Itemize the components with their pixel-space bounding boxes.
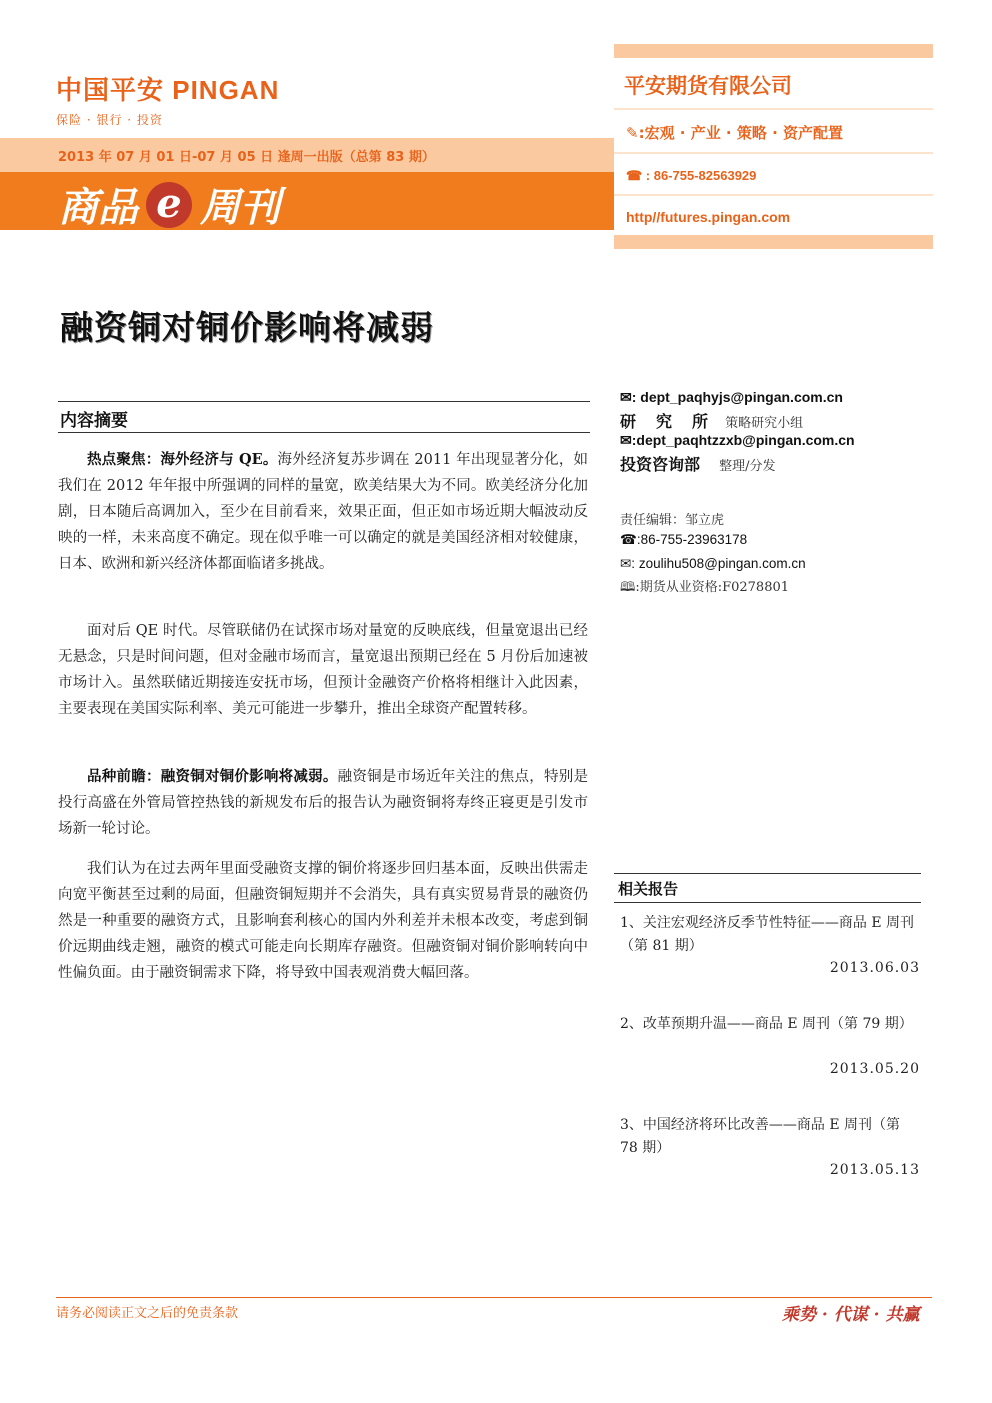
- publication-title: [58, 176, 280, 233]
- company-phone: ☎ : 86-755-82563929: [626, 168, 757, 183]
- summary-paragraph-4: [58, 856, 588, 986]
- brand-tagline: 保险 · 银行 · 投资: [56, 113, 163, 127]
- footer-divider: [56, 1297, 932, 1298]
- paragraph-lead: 品种前瞻：融资铜对铜价影响将减弱。: [87, 768, 338, 785]
- paragraph-body: 我们认为在过去两年里面受融资支撑的铜价将逐步回归基本面，反映出供需走向宽平衡甚至过剩的局面，但融资铜短期并不会消失，具有真实贸易背景的融资仍然是一种重要的融资方式，且影响套利核心的国内外利差并未根本改变，考虑到铜价远期曲线走翘，融资的模式可能走向长期库存融资。但融资铜对铜价影响转向中性偏负面。由于融资铜需求下降，将导致中国表观消费大幅回落。: [58, 861, 588, 981]
- editor-license: 🕮:期货从业资格:F0278801: [620, 580, 790, 595]
- paragraph-body: 融资铜是市场近年关注的焦点，特别是投行高盛在外管局管控热钱的新规发布后的报告认为融资铜将寿终正寝更是引发市场新一轮讨论。: [58, 769, 589, 837]
- summary-heading-bar: [58, 401, 590, 433]
- consult-dept-row: [620, 452, 776, 475]
- footer-disclaimer[interactable]: 请务必阅读正文之后的免责条款: [56, 1306, 239, 1321]
- company-slogan: ✎:宏观 · 产业 · 策略 · 资产配置: [626, 124, 843, 142]
- divider: [614, 108, 933, 110]
- publication-title-left: 商品: [58, 184, 138, 231]
- summary-paragraph-2: [58, 618, 588, 722]
- editor-phone: ☎:86-755-23963178: [620, 532, 748, 547]
- report-title: 融资铜对铜价影响将减弱: [60, 308, 434, 347]
- paragraph-lead: 热点聚焦：海外经济与 QE。: [87, 451, 278, 468]
- related-report-date: 2013.05.20: [829, 1061, 920, 1077]
- publication-title-right: 周刊: [200, 184, 280, 231]
- related-reports-heading-bar: [614, 873, 921, 903]
- research-desc: 策略研究小组: [725, 416, 804, 431]
- research-dept-row: [620, 409, 803, 432]
- e-logo-icon: e: [146, 182, 192, 228]
- related-report-item[interactable]: 1、关注宏观经济反季节性特征——商品 E 周刊（第 81 期）: [620, 915, 915, 954]
- paragraph-body: 海外经济复苏步调在 2011 年出现显著分化，如我们在 2012 年年报中所强调的同样的量宽，欧美结果大为不同。欧美经济分化加剧，日本随后高调加入，至少在目前看来，效果正面，但正如市场近期大幅波动反映的一样，未来高度不确定。现在似乎唯一可以确定的就是美国经济相对较健康，日本、欧洲和新兴经济体都面临诸多挑战。: [58, 452, 588, 572]
- related-report-date: 2013.05.13: [829, 1162, 920, 1178]
- related-report-item[interactable]: 2、改革预期升温——商品 E 周刊（第 79 期）: [620, 1016, 913, 1032]
- related-report-item[interactable]: 3、中国经济将环比改善——商品 E 周刊（第 78 期）: [620, 1117, 901, 1156]
- related-report-date: 2013.06.03: [829, 960, 920, 976]
- consult-dept: 投资咨询部: [620, 455, 701, 474]
- divider: [614, 194, 933, 196]
- consult-email[interactable]: ✉:dept_paqhtzzxb@pingan.com.cn: [620, 432, 855, 448]
- related-reports-heading: 相关报告: [618, 880, 679, 898]
- company-box-top-bar: [614, 44, 933, 58]
- editor-email[interactable]: ✉: zoulihu508@pingan.com.cn: [620, 556, 806, 571]
- summary-heading: 内容摘要: [60, 411, 128, 431]
- consult-desc: 整理/分发: [719, 459, 776, 474]
- company-url[interactable]: http//futures.pingan.com: [626, 209, 791, 225]
- company-box-bottom-bar: [614, 235, 933, 249]
- footer-motto: 乘势 · 代谋 · 共赢: [782, 1305, 920, 1325]
- issue-date-line: 2013 年 07 月 01 日-07 月 05 日 逢周一出版（总第 83 期）: [58, 150, 435, 165]
- research-email[interactable]: ✉: dept_paqhyjs@pingan.com.cn: [620, 389, 843, 405]
- divider: [614, 152, 933, 154]
- summary-paragraph-1: [58, 447, 588, 577]
- company-name: 平安期货有限公司: [624, 73, 792, 98]
- pingan-logo: [56, 70, 279, 128]
- brand-name: 中国平安 PINGAN: [56, 75, 280, 105]
- research-dept: 研 究 所: [620, 412, 711, 431]
- paragraph-body: 面对后 QE 时代。尽管联储仍在试探市场对量宽的反映底线，但量宽退出已经无悬念，只是时间问题，但对金融市场而言，量宽退出预期已经在 5 月份后加速被市场计入。虽然联储近期接连安抚市场，但预计金融资产价格将相继计入此因素，主要表现在美国实际利率、美元可能进一步攀升，推出全球资产配置转移。: [58, 623, 588, 717]
- editor-name: 责任编辑：邹立虎: [620, 513, 725, 528]
- summary-paragraph-3: [58, 764, 588, 842]
